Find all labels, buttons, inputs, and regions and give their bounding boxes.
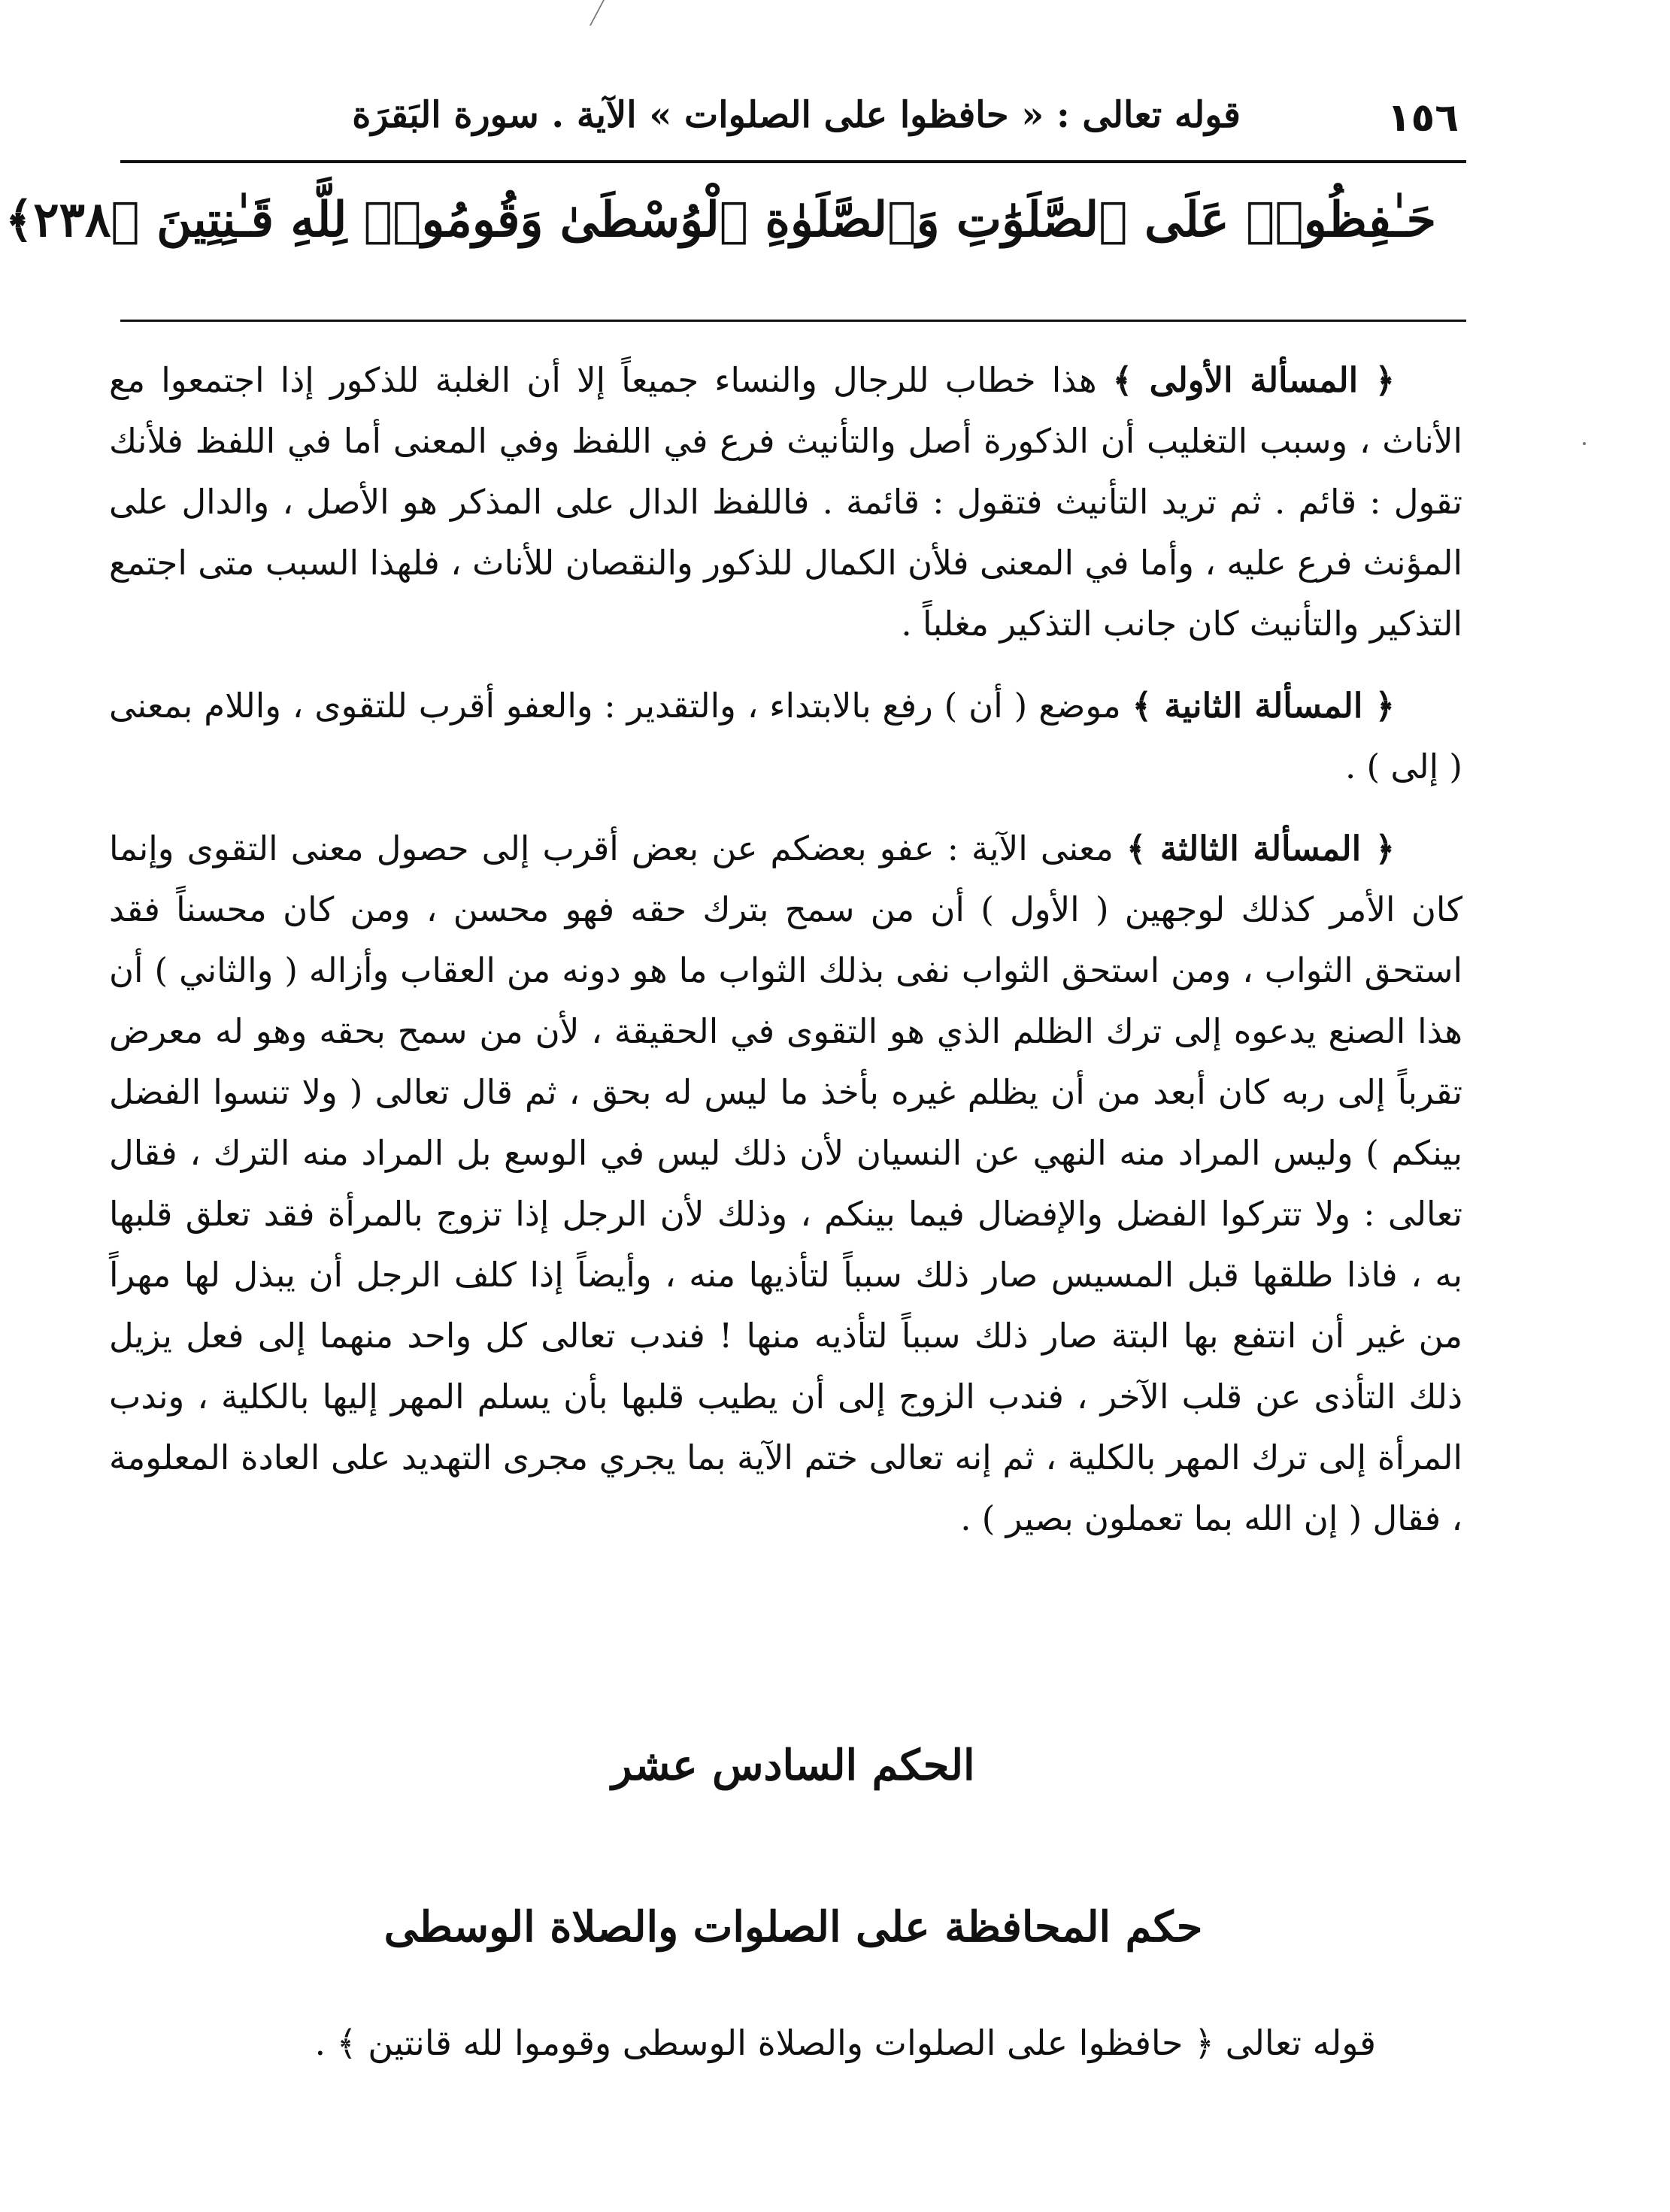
issue-text: هذا خطاب للرجال والنساء جميعاً إلا أن الغلبة للذكور إذا اجتمعوا مع الأناث ، وسبب التغليب أن الذكورة أصل والتأنيث فرع في اللفظ وفي المعنى أما في اللفظ فلأنك تقول : قائم . ثم تريد التأنيث فتقول : قائمة . فاللفظ الدال على المذكر هو الأصل ، والدال على المؤنث فرع عليه ، وأما في المعنى فلأن الكمال للذكور والنقصان للأناث ، فلهذا السبب متى اجتمع التذكير والتأنيث كان جانب التذكير مغلباً .	[109, 360, 1462, 644]
issue-label: ﴿ المسألة الأولى ﴾	[1112, 360, 1395, 400]
issue-label: ﴿ المسألة الثالثة ﴾	[1126, 829, 1395, 868]
paragraph-third-issue	[109, 818, 1462, 1549]
scan-mark	[590, 0, 635, 26]
commentary-body	[109, 350, 1462, 1570]
page-header	[120, 79, 1466, 162]
ruling-heading: الحكم السادس عشر	[611, 1741, 975, 1790]
paragraph-first-issue	[109, 350, 1462, 654]
quran-verse: حَـٰفِظُوا۟ عَلَى ٱلصَّلَوَٰتِ وَٱلصَّلَوٰةِ ٱلْوُسْطَىٰ وَقُومُوا۟ لِلَّهِ قَـٰنِتِينَ ﴿٢٣٨﴾	[5, 192, 1436, 248]
paragraph-second-issue	[109, 675, 1462, 797]
header-rule	[120, 160, 1466, 163]
verse-rule	[120, 320, 1466, 322]
issue-label: ﴿ المسألة الثانية ﴾	[1132, 686, 1395, 726]
verse-quote-line: قوله تعالى ﴿ حافظوا على الصلوات والصلاة الوسطى وقوموا لله قانتين ﴾ .	[314, 2023, 1376, 2063]
page-number: ١٥٦	[1387, 95, 1459, 141]
scan-dot	[1583, 442, 1586, 445]
running-head: قوله تعالى : « حافظوا على الصلوات » الآية . سورة البَقرَة	[352, 94, 1241, 136]
ruling-title: حكم المحافظة على الصلوات والصلاة الوسطى	[383, 1902, 1203, 1952]
issue-text: موضع ( أن ) رفع بالابتداء ، والتقدير : والعفو أقرب للتقوى ، واللام بمعنى ( إلى ) .	[109, 686, 1462, 786]
issue-text: معنى الآية : عفو بعضكم عن بعض أقرب إلى حصول معنى التقوى وإنما كان الأمر كذلك لوجهين ( الأول ) أن من سمح بترك حقه فهو محسن ، ومن كان محسناً فقد استحق الثواب ، ومن استحق الثواب نفى بذلك الثواب ما هو دونه من العقاب وأزاله ( والثاني ) أن هذا الصنع يدعوه إلى ترك الظلم الذي هو التقوى في الحقيقة ، لأن من سمح بحقه وهو له معرض تقرباً إلى ربه كان أبعد من أن يظلم غيره بأخذ ما ليس له بحق ، ثم قال تعالى ( ولا تنسوا الفضل بينكم ) وليس المراد منه النهي عن النسيان لأن ذلك ليس في الوسع بل المراد منه الترك ، فقال تعالى : ولا تتركوا الفضل والإفضال فيما بينكم ، وذلك لأن الرجل إذا تزوج بالمرأة فقد تعلق قلبها به ، فاذا طلقها قبل المسيس صار ذلك سبباً لتأذيها منه ، وأيضاً إذا كلف الرجل أن يبذل لها مهراً من غير أن انتفع بها البتة صار ذلك سبباً لتأذيه منها ! فندب تعالى كل واحد منهما إلى فعل يزيل ذلك التأذى عن قلب الآخر ، فندب الزوج إلى أن يطيب قلبها بأن يسلم المهر إليها بالكلية ، وندب المرأة إلى ترك المهر بالكلية ، ثم إنه تعالى ختم الآية بما يجري مجرى التهديد على العادة المعلومة ، فقال ( إن الله بما تعملون بصير ) .	[109, 829, 1462, 1538]
